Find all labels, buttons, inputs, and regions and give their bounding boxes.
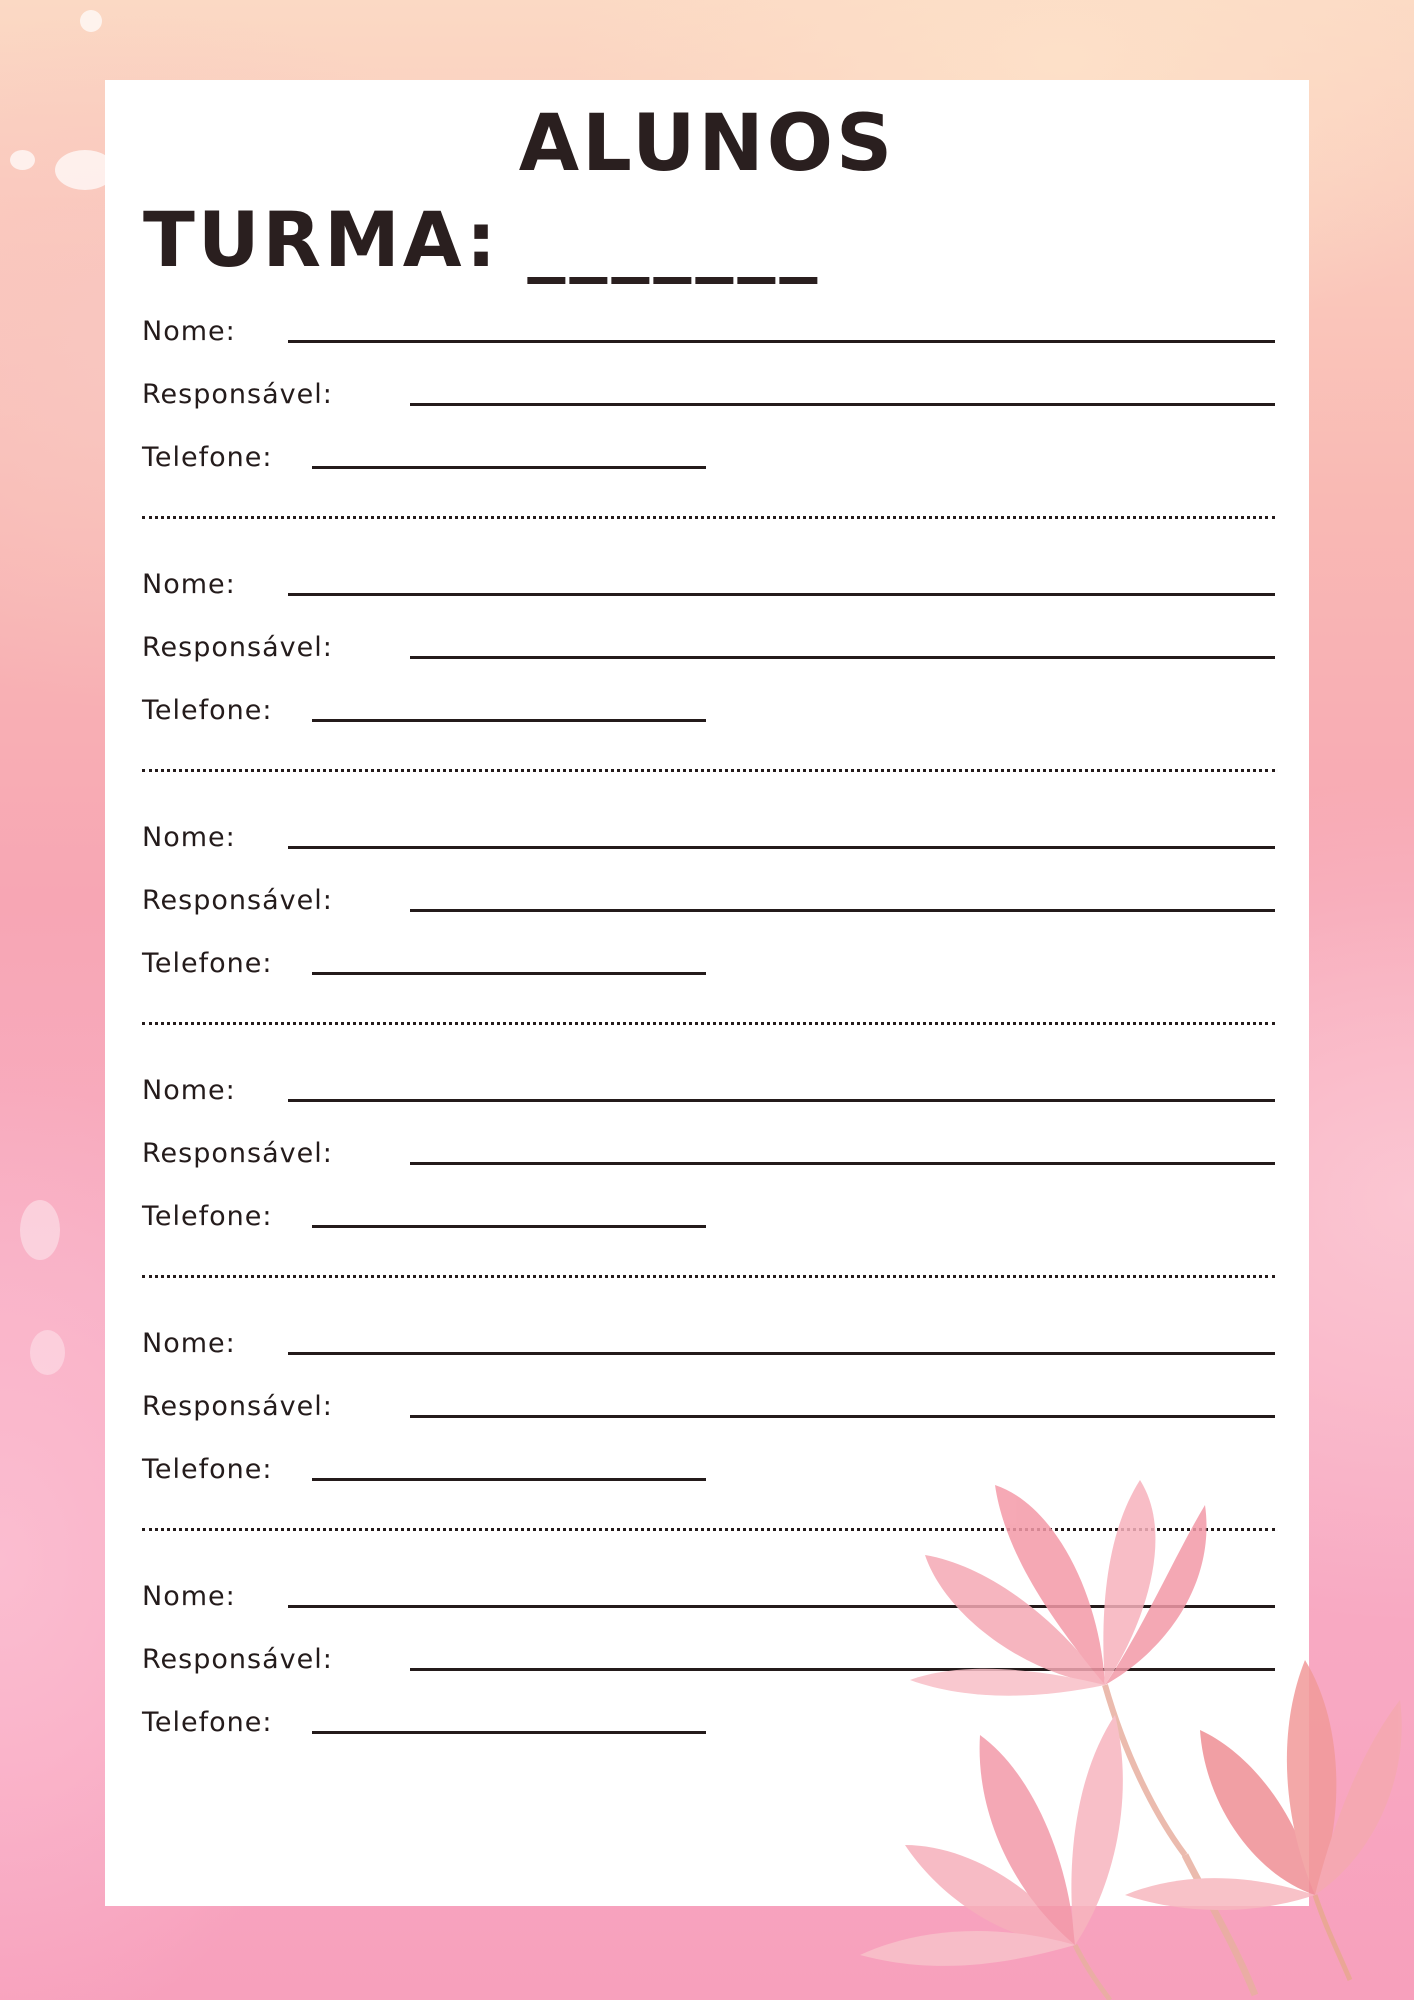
guardian-blank-line: [410, 909, 1275, 912]
phone-blank-line: [312, 1478, 706, 1481]
phone-blank-line: [312, 719, 706, 722]
guardian-label: Responsável:: [142, 1138, 333, 1169]
name-blank-line: [288, 1099, 1275, 1102]
dotted-divider: [142, 1275, 1275, 1278]
name-label: Nome:: [142, 1581, 236, 1612]
phone-blank-line: [312, 466, 706, 469]
student-entry: [142, 563, 1272, 816]
name-row: [142, 816, 1272, 856]
guardian-label: Responsável:: [142, 1644, 333, 1675]
phone-blank-line: [312, 1731, 706, 1734]
student-entry: [142, 816, 1272, 1069]
page-title: ALUNOS: [518, 99, 896, 189]
guardian-blank-line: [410, 403, 1275, 406]
phone-label: Telefone:: [142, 442, 273, 473]
dotted-divider: [142, 516, 1275, 519]
name-blank-line: [288, 1352, 1275, 1355]
background-splash: [20, 1200, 60, 1260]
phone-label: Telefone:: [142, 695, 273, 726]
name-row: [142, 1322, 1272, 1362]
phone-label: Telefone:: [142, 1707, 273, 1738]
dotted-divider: [142, 769, 1275, 772]
phone-row: [142, 436, 1272, 476]
guardian-label: Responsável:: [142, 379, 333, 410]
background-splash: [10, 150, 35, 170]
name-row: [142, 310, 1272, 350]
phone-blank-line: [312, 972, 706, 975]
guardian-row: [142, 1132, 1272, 1172]
guardian-row: [142, 373, 1272, 413]
phone-label: Telefone:: [142, 1201, 273, 1232]
guardian-label: Responsável:: [142, 1391, 333, 1422]
dotted-divider: [142, 1022, 1275, 1025]
name-label: Nome:: [142, 316, 236, 347]
class-label: TURMA:: [143, 195, 500, 284]
guardian-label: Responsável:: [142, 885, 333, 916]
phone-row: [142, 1195, 1272, 1235]
watercolor-pink-flowers-icon: [855, 1475, 1414, 2000]
phone-blank-line: [312, 1225, 706, 1228]
guardian-blank-line: [410, 1415, 1275, 1418]
name-row: [142, 563, 1272, 603]
guardian-row: [142, 1385, 1272, 1425]
phone-row: [142, 689, 1272, 729]
name-row: [142, 1069, 1272, 1109]
name-blank-line: [288, 593, 1275, 596]
guardian-row: [142, 879, 1272, 919]
background-splash: [30, 1330, 65, 1375]
phone-label: Telefone:: [142, 948, 273, 979]
student-entry: [142, 310, 1272, 563]
guardian-blank-line: [410, 1162, 1275, 1165]
phone-row: [142, 942, 1272, 982]
name-label: Nome:: [142, 822, 236, 853]
name-label: Nome:: [142, 1075, 236, 1106]
guardian-row: [142, 626, 1272, 666]
student-entry: [142, 1069, 1272, 1322]
background-splash: [80, 10, 102, 32]
name-blank-line: [288, 340, 1275, 343]
class-blank: _______: [527, 195, 822, 284]
guardian-blank-line: [410, 656, 1275, 659]
name-label: Nome:: [142, 1328, 236, 1359]
phone-label: Telefone:: [142, 1454, 273, 1485]
class-field: [143, 195, 821, 284]
guardian-label: Responsável:: [142, 632, 333, 663]
name-blank-line: [288, 846, 1275, 849]
name-label: Nome:: [142, 569, 236, 600]
